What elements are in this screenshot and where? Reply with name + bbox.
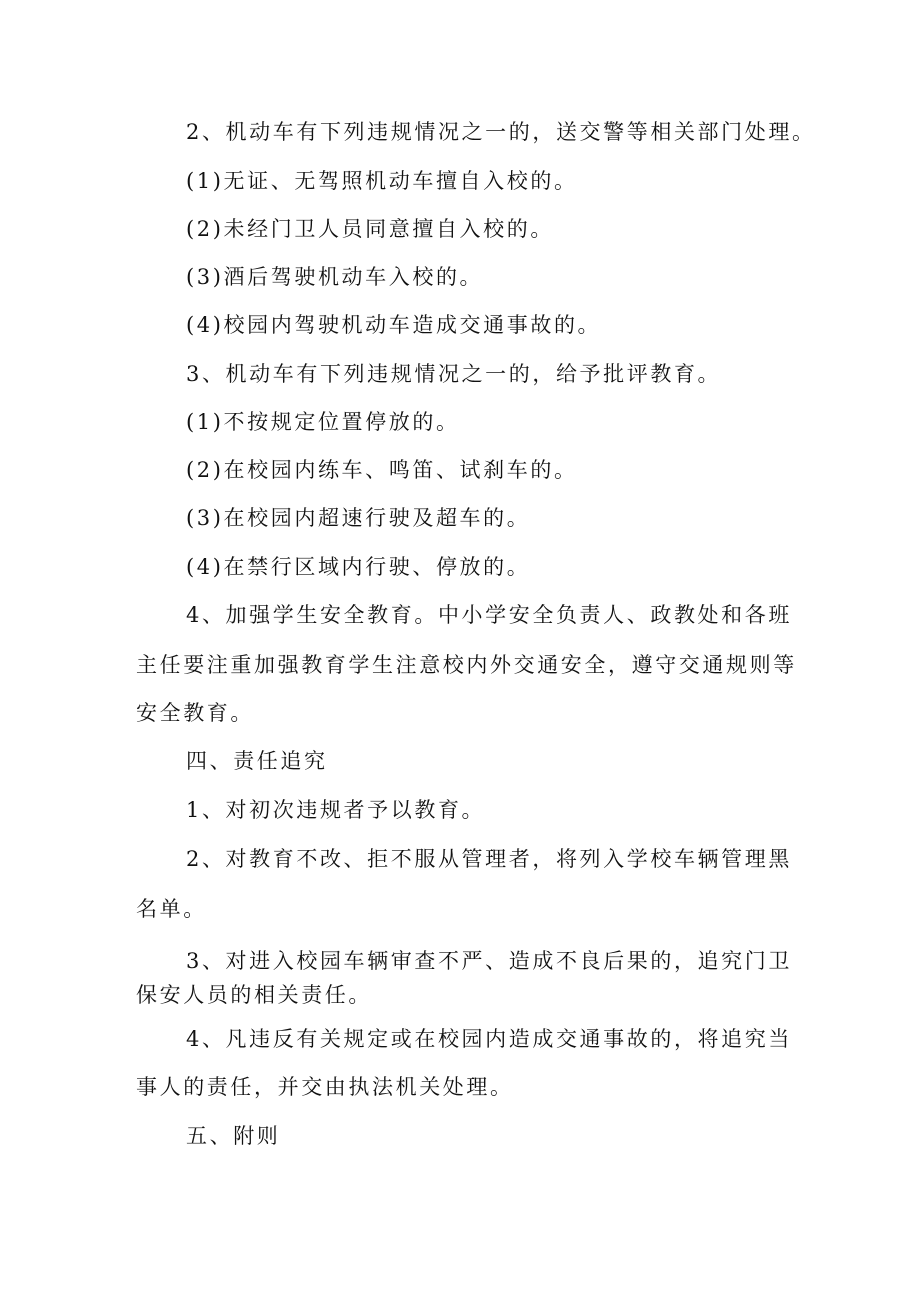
section-heading-liability: 四、责任追究 [186, 749, 328, 773]
list-item-restricted-area: (4)在禁行区域内行驶、停放的。 [186, 555, 531, 579]
paragraph-guard-responsibility-line-1: 3、对进入校园车辆审查不严、造成不良后果的，追究门卫 [186, 949, 792, 973]
paragraph-blacklist-line-2: 名单。 [136, 897, 207, 921]
paragraph-safety-education-line-2: 主任要注重加强教育学生注意校内外交通安全，遵守交通规则等 [136, 653, 797, 677]
list-item-speeding: (3)在校园内超速行驶及超车的。 [186, 506, 531, 530]
paragraph-safety-education-line-3: 安全教育。 [136, 701, 254, 725]
paragraph-blacklist-line-1: 2、对教育不改、拒不服从管理者，将列入学校车辆管理黑 [186, 847, 792, 871]
paragraph-accident-liability-line-1: 4、凡违反有关规定或在校园内造成交通事故的，将追究当 [186, 1027, 792, 1051]
list-item-no-license: (1)无证、无驾照机动车擅自入校的。 [186, 169, 578, 193]
paragraph-guard-responsibility-line-2: 保安人员的相关责任。 [136, 983, 372, 1007]
paragraph-first-violation: 1、对初次违规者予以教育。 [186, 798, 486, 822]
list-item-improper-parking: (1)不按规定位置停放的。 [186, 410, 460, 434]
paragraph-motor-vehicle-rule-3: 3、机动车有下列违规情况之一的，给予批评教育。 [186, 362, 722, 386]
paragraph-motor-vehicle-rule-2: 2、机动车有下列违规情况之一的，送交警等相关部门处理。 [186, 120, 816, 144]
paragraph-accident-liability-line-2: 事人的责任，并交由执法机关处理。 [136, 1075, 514, 1099]
paragraph-safety-education-line-1: 4、加强学生安全教育。中小学安全负责人、政教处和各班 [186, 603, 792, 627]
list-item-drunk-driving: (3)酒后驾驶机动车入校的。 [186, 265, 484, 289]
list-item-campus-accident: (4)校园内驾驶机动车造成交通事故的。 [186, 313, 602, 337]
list-item-practice-honking: (2)在校园内练车、鸣笛、试刹车的。 [186, 458, 578, 482]
list-item-no-guard-consent: (2)未经门卫人员同意擅自入校的。 [186, 217, 554, 241]
section-heading-supplementary: 五、附则 [186, 1124, 281, 1148]
